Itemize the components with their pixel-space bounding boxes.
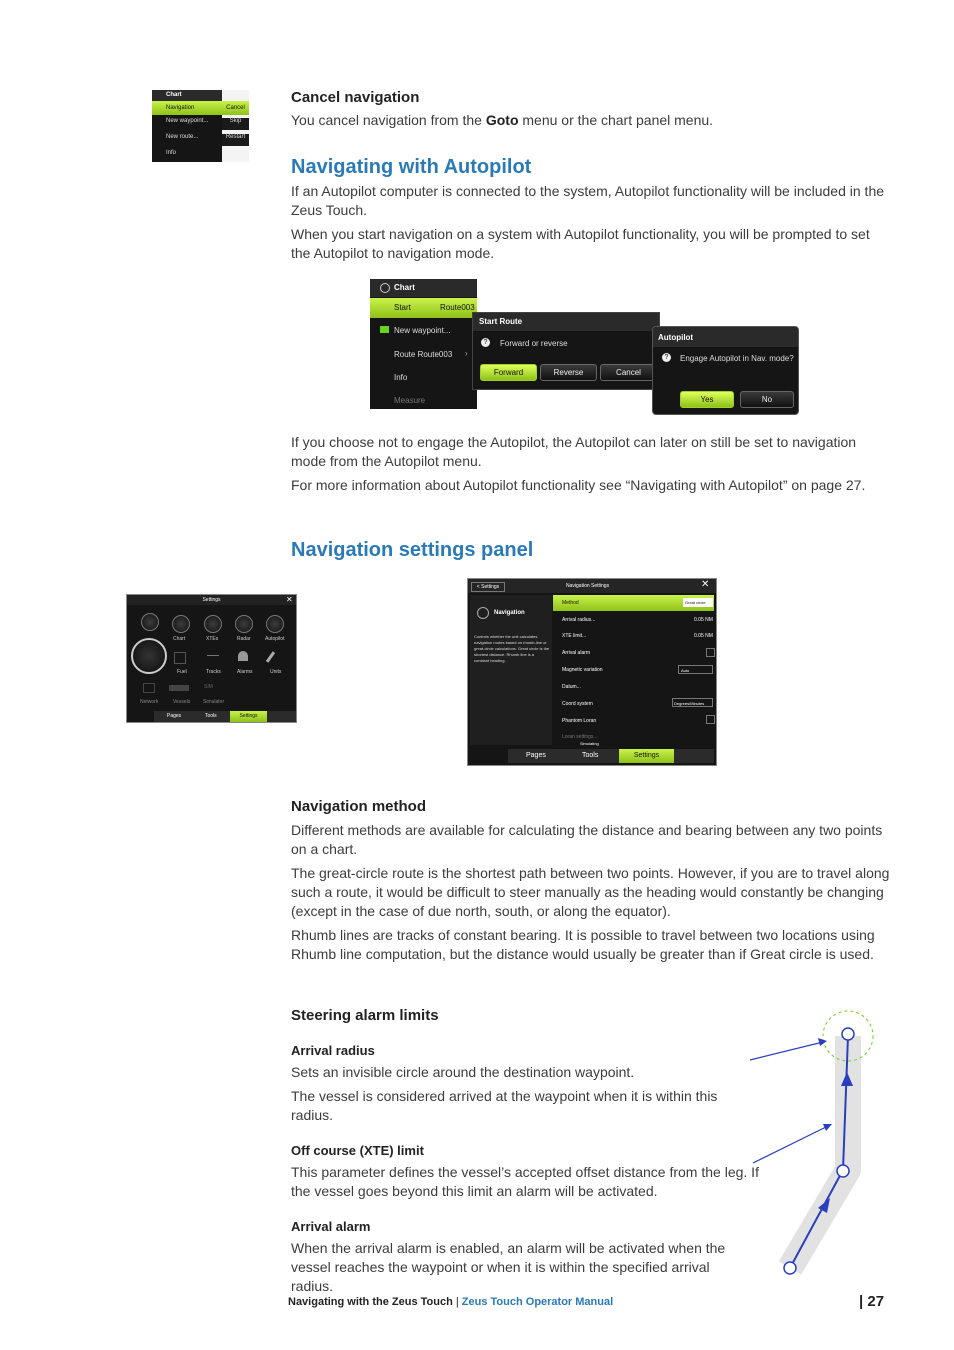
menu-item-new-route[interactable]: New route... — [166, 134, 199, 140]
cancel-navigation-heading: Cancel navigation — [291, 89, 420, 106]
start-route-dialog — [472, 312, 660, 390]
menu-start-label: Start — [394, 303, 411, 312]
xte-limit-value: 0.05 NM — [694, 633, 713, 639]
arrival-radius-heading: Arrival radius — [291, 1043, 375, 1058]
forward-button[interactable]: Forward — [480, 364, 537, 381]
autopilot-paragraph-2: When you start navigation on a system with Autopilot functionality, you will be prompted to set the Autopilot to navigation mode. — [291, 226, 870, 261]
icon-label-radar: Radar — [237, 636, 251, 642]
icon-label-network: Network — [140, 699, 159, 705]
navigation-method-heading: Navigation method — [291, 798, 427, 815]
row-method-label: Method — [562, 600, 579, 606]
icon-label-units: Units — [270, 669, 282, 675]
question-icon: ? — [662, 353, 671, 362]
xte-limit-pointer — [753, 1126, 828, 1163]
settings-title: Settings — [127, 595, 296, 605]
back-button[interactable]: < Settings — [471, 582, 505, 592]
tab-tools[interactable]: Tools — [582, 752, 599, 759]
submenu-cancel[interactable]: Cancel — [222, 101, 249, 115]
settings-screenshot — [126, 594, 297, 723]
menu-info[interactable]: Info — [394, 373, 408, 382]
icon-label-vessels: Vessels — [173, 699, 191, 705]
row-magnetic-variation[interactable]: Magnetic variation — [562, 667, 603, 673]
radar-icon[interactable] — [235, 615, 253, 633]
waypoint-start — [784, 1262, 796, 1274]
menu-new-waypoint[interactable]: New waypoint... — [394, 326, 451, 335]
magnetic-variation-select[interactable]: Auto — [678, 665, 713, 674]
method-paragraph-2: The great-circle route is the shortest path between two points. However, if you are to travel along such a route, it would be difficult to steer manually as the heading would constantly be changing (except in the case of due north, south, or along the equator). — [291, 865, 890, 919]
icon-label-alarms: Alarms — [237, 669, 253, 675]
pointer-arrowhead — [818, 1038, 827, 1046]
cancel-button[interactable]: Cancel — [600, 364, 657, 381]
autopilot-dialog — [652, 326, 799, 415]
steering-limits-diagram — [745, 1000, 885, 1285]
coord-system-select[interactable]: Degrees/Minutes — [672, 698, 713, 707]
waypoint-destination — [842, 1028, 854, 1040]
vessels-icon[interactable] — [169, 685, 189, 691]
xte-limit-text: This parameter defines the vessel’s accepted offset distance from the leg. If the vessel goes beyond this limit an alarm will be activated. — [291, 1164, 759, 1199]
method-paragraph-3: Rhumb lines are tracks of constant bearing. It is possible to travel between two locations using Rhumb line computation, but the distance would usually be greater than if Great circle is used. — [291, 927, 875, 962]
row-xte-limit[interactable]: XTE limit... — [562, 633, 587, 639]
autopilot-screenshot — [370, 279, 800, 414]
autopilot-dialog-title: Autopilot — [653, 327, 798, 347]
icon-label-tracks: Tracks — [206, 669, 221, 675]
footer-title: Navigating with the Zeus Touch | Zeus Touch Operator Manual — [288, 1296, 614, 1308]
phantom-loran-checkbox[interactable] — [706, 715, 715, 724]
xte-corridor — [790, 1036, 848, 1268]
nav-settings-screenshot — [467, 578, 717, 766]
clock-icon — [380, 283, 390, 293]
arrival-radius-text-2: The vessel is considered arrived at the waypoint when it is within this radius. — [291, 1088, 718, 1123]
menu-measure[interactable]: Measure — [394, 396, 426, 405]
icon-label-simulator: Simulator — [203, 699, 225, 705]
cancel-navigation-text: You cancel navigation from the Goto menu or the chart panel menu. — [291, 112, 714, 128]
nav-left-title: Navigation — [494, 610, 525, 616]
submenu-restart[interactable]: Restart — [222, 134, 249, 146]
tab-pages[interactable]: Pages — [526, 752, 546, 759]
row-arrival-radius[interactable]: Arrival radius... — [562, 617, 596, 623]
autopilot-paragraph-3: If you choose not to engage the Autopilot, the Autopilot can later on still be set to navigation mode from the Autopilot menu. — [291, 434, 857, 469]
compass-icon — [477, 607, 489, 619]
icon-label-chart: Chart — [173, 636, 186, 642]
nav-settings-title: Navigation Settings — [566, 583, 610, 589]
autopilot-paragraph-1: If an Autopilot computer is connected to the system, Autopilot functionality will be included in the Zeus Touch. — [291, 183, 885, 218]
menu-start-value: Route003 — [440, 303, 475, 312]
autopilot-heading: Navigating with Autopilot — [291, 156, 532, 178]
autopilot-question: Engage Autopilot in Nav. mode? — [680, 354, 794, 363]
menu-start-row[interactable] — [370, 298, 477, 318]
row-arrival-alarm[interactable]: Arrival alarm — [562, 650, 591, 656]
units-icon[interactable] — [266, 651, 275, 663]
arrival-alarm-checkbox[interactable] — [706, 648, 715, 657]
simulator-icon[interactable]: SIM — [204, 684, 213, 690]
chart-menu-title: Chart — [370, 279, 477, 297]
method-paragraph-1: Different methods are available for calculating the distance and bearing between any two points on a chart. — [291, 822, 883, 857]
icon-label-fuel: Fuel — [177, 669, 187, 675]
yes-button[interactable]: Yes — [680, 391, 734, 408]
settings-panel-heading: Navigation settings panel — [291, 539, 534, 561]
arrival-radius-pointer — [750, 1042, 823, 1060]
arrival-radius-value: 0.05 NM — [694, 617, 713, 623]
chart-icon[interactable] — [172, 615, 190, 633]
tab-tools[interactable]: Tools — [205, 713, 217, 719]
method-select[interactable]: Great circle — [683, 598, 713, 607]
cancel-menu-screenshot — [152, 90, 249, 162]
submenu-skip[interactable]: Skip — [222, 118, 249, 130]
chart-menu — [370, 279, 477, 409]
bell-icon[interactable] — [238, 651, 248, 661]
compass-icon[interactable] — [131, 638, 167, 674]
tab-settings[interactable]: Settings — [619, 749, 674, 763]
autopilot-paragraph-4: For more information about Autopilot functionality see “Navigating with Autopilot” on page 27. — [291, 477, 866, 493]
simulating-status: Simulating — [580, 741, 599, 746]
menu-item-new-waypoint[interactable]: New waypoint... — [166, 118, 209, 124]
icon-label-xtes: XTEs — [206, 636, 219, 642]
waypoint-mid — [837, 1165, 849, 1177]
close-icon[interactable]: ✕ — [701, 579, 710, 590]
gear-icon[interactable] — [141, 613, 159, 631]
flag-icon — [380, 326, 389, 333]
row-loran-settings[interactable]: Loran settings... — [562, 734, 598, 740]
reverse-button[interactable]: Reverse — [540, 364, 597, 381]
icon-label-autopilot: Autopilot — [265, 636, 285, 642]
xte-limit-heading: Off course (XTE) limit — [291, 1143, 424, 1158]
steering-alarm-heading: Steering alarm limits — [291, 1007, 439, 1024]
chart-menu-header: Chart — [152, 90, 222, 101]
menu-route[interactable]: Route Route003 — [394, 350, 453, 359]
nav-left-description: Controls whether the unit calculates navigation routes based on rhumb-line or great-circle calculations. Great circle is the shortest distance. Rhumb line is a constant heading. — [474, 634, 550, 663]
close-icon[interactable]: ✕ — [286, 595, 293, 604]
page-number: | 27 — [859, 1293, 885, 1310]
row-phantom-loran[interactable]: Phantom Loran — [562, 718, 597, 724]
row-datum[interactable]: Datum... — [562, 684, 581, 690]
start-route-question: Forward or reverse — [500, 339, 568, 348]
menu-item-navigation[interactable]: Navigation — [152, 101, 222, 115]
xte-icon[interactable] — [204, 615, 222, 633]
autopilot-icon[interactable] — [266, 615, 284, 633]
menu-item-info[interactable]: Info — [166, 150, 177, 156]
no-button[interactable]: No — [740, 391, 794, 408]
chevron-right-icon: › — [465, 349, 468, 358]
tracks-icon[interactable] — [207, 655, 219, 660]
start-route-title: Start Route — [473, 313, 659, 331]
arrival-alarm-heading: Arrival alarm — [291, 1219, 371, 1234]
tab-pages[interactable]: Pages — [167, 713, 182, 719]
tab-settings[interactable]: Settings — [230, 711, 267, 722]
fuel-icon[interactable] — [174, 652, 186, 664]
network-icon[interactable] — [143, 683, 155, 693]
arrival-alarm-text: When the arrival alarm is enabled, an alarm will be activated when the vessel reaches the waypoint or when it is within the specified arrival radius. — [291, 1240, 726, 1294]
question-icon: ? — [481, 338, 490, 347]
row-coord-system[interactable]: Coord system — [562, 701, 593, 707]
arrival-radius-text-1: Sets an invisible circle around the destination waypoint. — [291, 1064, 635, 1080]
